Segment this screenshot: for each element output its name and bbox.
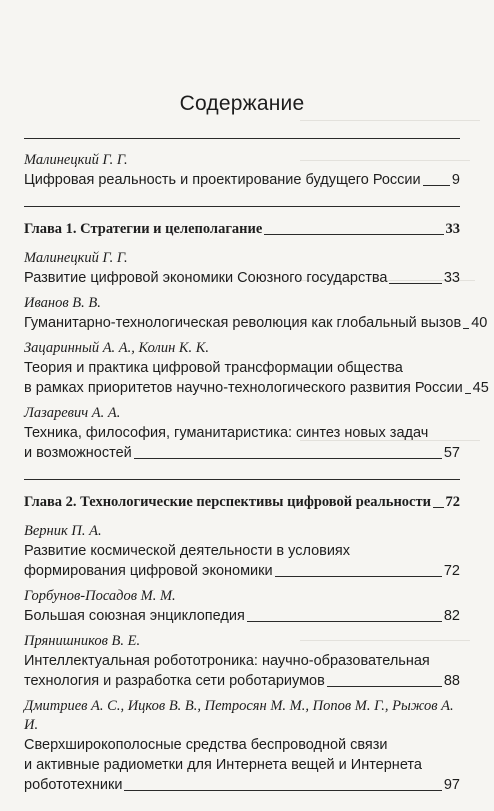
entry-author: Дмитриев А. С., Ицков В. В., Петросян М. М., Попов М. Г., Рыжов А. И. — [24, 698, 454, 733]
entry-title: Сверхширокополосные средства беспроводной связи — [24, 737, 388, 753]
entry-title: Большая союзная энциклопедия — [24, 608, 245, 624]
leader-line — [134, 458, 442, 459]
entry-page: 57 — [443, 445, 460, 461]
entry-author: Иванов В. В. — [24, 295, 101, 311]
leader-line — [463, 328, 469, 329]
leader-line — [465, 393, 471, 394]
chapter-title: Глава 1. Стратегии и целеполагание — [24, 221, 263, 237]
chapter-page: 33 — [445, 221, 460, 237]
entry-title: Гуманитарно-технологическая революция как глобальный вызов — [24, 315, 462, 331]
entry-title-line — [24, 170, 460, 190]
entry-title: Техника, философия, гуманитаристика: синтез новых задач — [24, 425, 429, 441]
leader-line — [433, 507, 444, 508]
chapter-page: 72 — [445, 494, 460, 510]
entry-page: 88 — [443, 673, 460, 689]
toc-entry[interactable] — [24, 249, 460, 288]
entry-page: 72 — [443, 563, 460, 579]
entry-title-line — [24, 378, 489, 398]
entry-title-line — [24, 775, 460, 795]
entry-title: Развитие космической деятельности в условиях — [24, 543, 351, 559]
toc-entry[interactable] — [24, 632, 460, 691]
table-of-contents — [24, 92, 489, 811]
toc-entry[interactable] — [24, 294, 488, 333]
leader-line — [275, 576, 442, 577]
leader-line — [247, 621, 442, 622]
chapter-2-section — [24, 480, 460, 811]
entry-page: 45 — [472, 380, 489, 396]
chapter-heading[interactable] — [24, 219, 460, 239]
toc-entry[interactable] — [24, 151, 460, 190]
entry-page: 33 — [443, 270, 460, 286]
entry-page: 40 — [471, 315, 488, 331]
toc-entry[interactable] — [24, 522, 460, 581]
entry-title-line — [24, 268, 460, 288]
entry-title: Теория и практика цифровой трансформации общества — [24, 360, 403, 376]
toc-entry[interactable] — [24, 404, 460, 463]
entry-page: 82 — [443, 608, 460, 624]
entry-author: Зацаринный А. А., Колин К. К. — [24, 340, 210, 356]
leader-line — [124, 790, 441, 791]
entry-title: Цифровая реальность и проектирование будущего России — [24, 172, 421, 188]
entry-title-line — [24, 606, 460, 626]
entry-title-line — [24, 313, 488, 333]
entry-author: Верник П. А. — [24, 523, 102, 539]
page-title: Содержание — [179, 92, 305, 115]
entry-title: робототехники — [24, 777, 123, 793]
entry-title: технология и разработка сети роботариумов — [24, 673, 325, 689]
chapter-1-section — [24, 207, 489, 479]
chapter-title: Глава 2. Технологические перспективы цифровой реальности — [24, 494, 431, 510]
entry-author: Горбунов-Посадов М. М. — [24, 588, 176, 604]
entry-title: и активные радиометки для Интернета вещей и Интернета — [24, 757, 422, 773]
entry-title-line — [24, 561, 460, 581]
toc-entry[interactable] — [24, 587, 460, 626]
leader-line — [389, 283, 441, 284]
entry-title: и возможностей — [24, 445, 132, 461]
entry-page: 9 — [451, 172, 460, 188]
toc-entry[interactable] — [24, 339, 489, 398]
entry-title: Развитие цифровой экономики Союзного государства — [24, 270, 388, 286]
entry-author: Малинецкий Г. Г. — [24, 152, 128, 168]
entry-author: Лазаревич А. А. — [24, 405, 121, 421]
entry-title-line — [24, 671, 460, 691]
entry-title-line — [24, 443, 460, 463]
entry-title: формирования цифровой экономики — [24, 563, 273, 579]
entry-title: Интеллектуальная робототроника: научно-образовательная — [24, 653, 430, 669]
entry-title: в рамках приоритетов научно-технологического развития России — [24, 380, 463, 396]
intro-section — [24, 139, 460, 206]
entry-author: Малинецкий Г. Г. — [24, 250, 128, 266]
leader-line — [327, 686, 442, 687]
chapter-heading[interactable] — [24, 492, 460, 512]
toc-entry[interactable] — [24, 697, 460, 795]
entry-page: 97 — [443, 777, 460, 793]
entry-author: Прянишников В. Е. — [24, 633, 141, 649]
leader-line — [423, 185, 450, 186]
leader-line — [264, 234, 443, 235]
